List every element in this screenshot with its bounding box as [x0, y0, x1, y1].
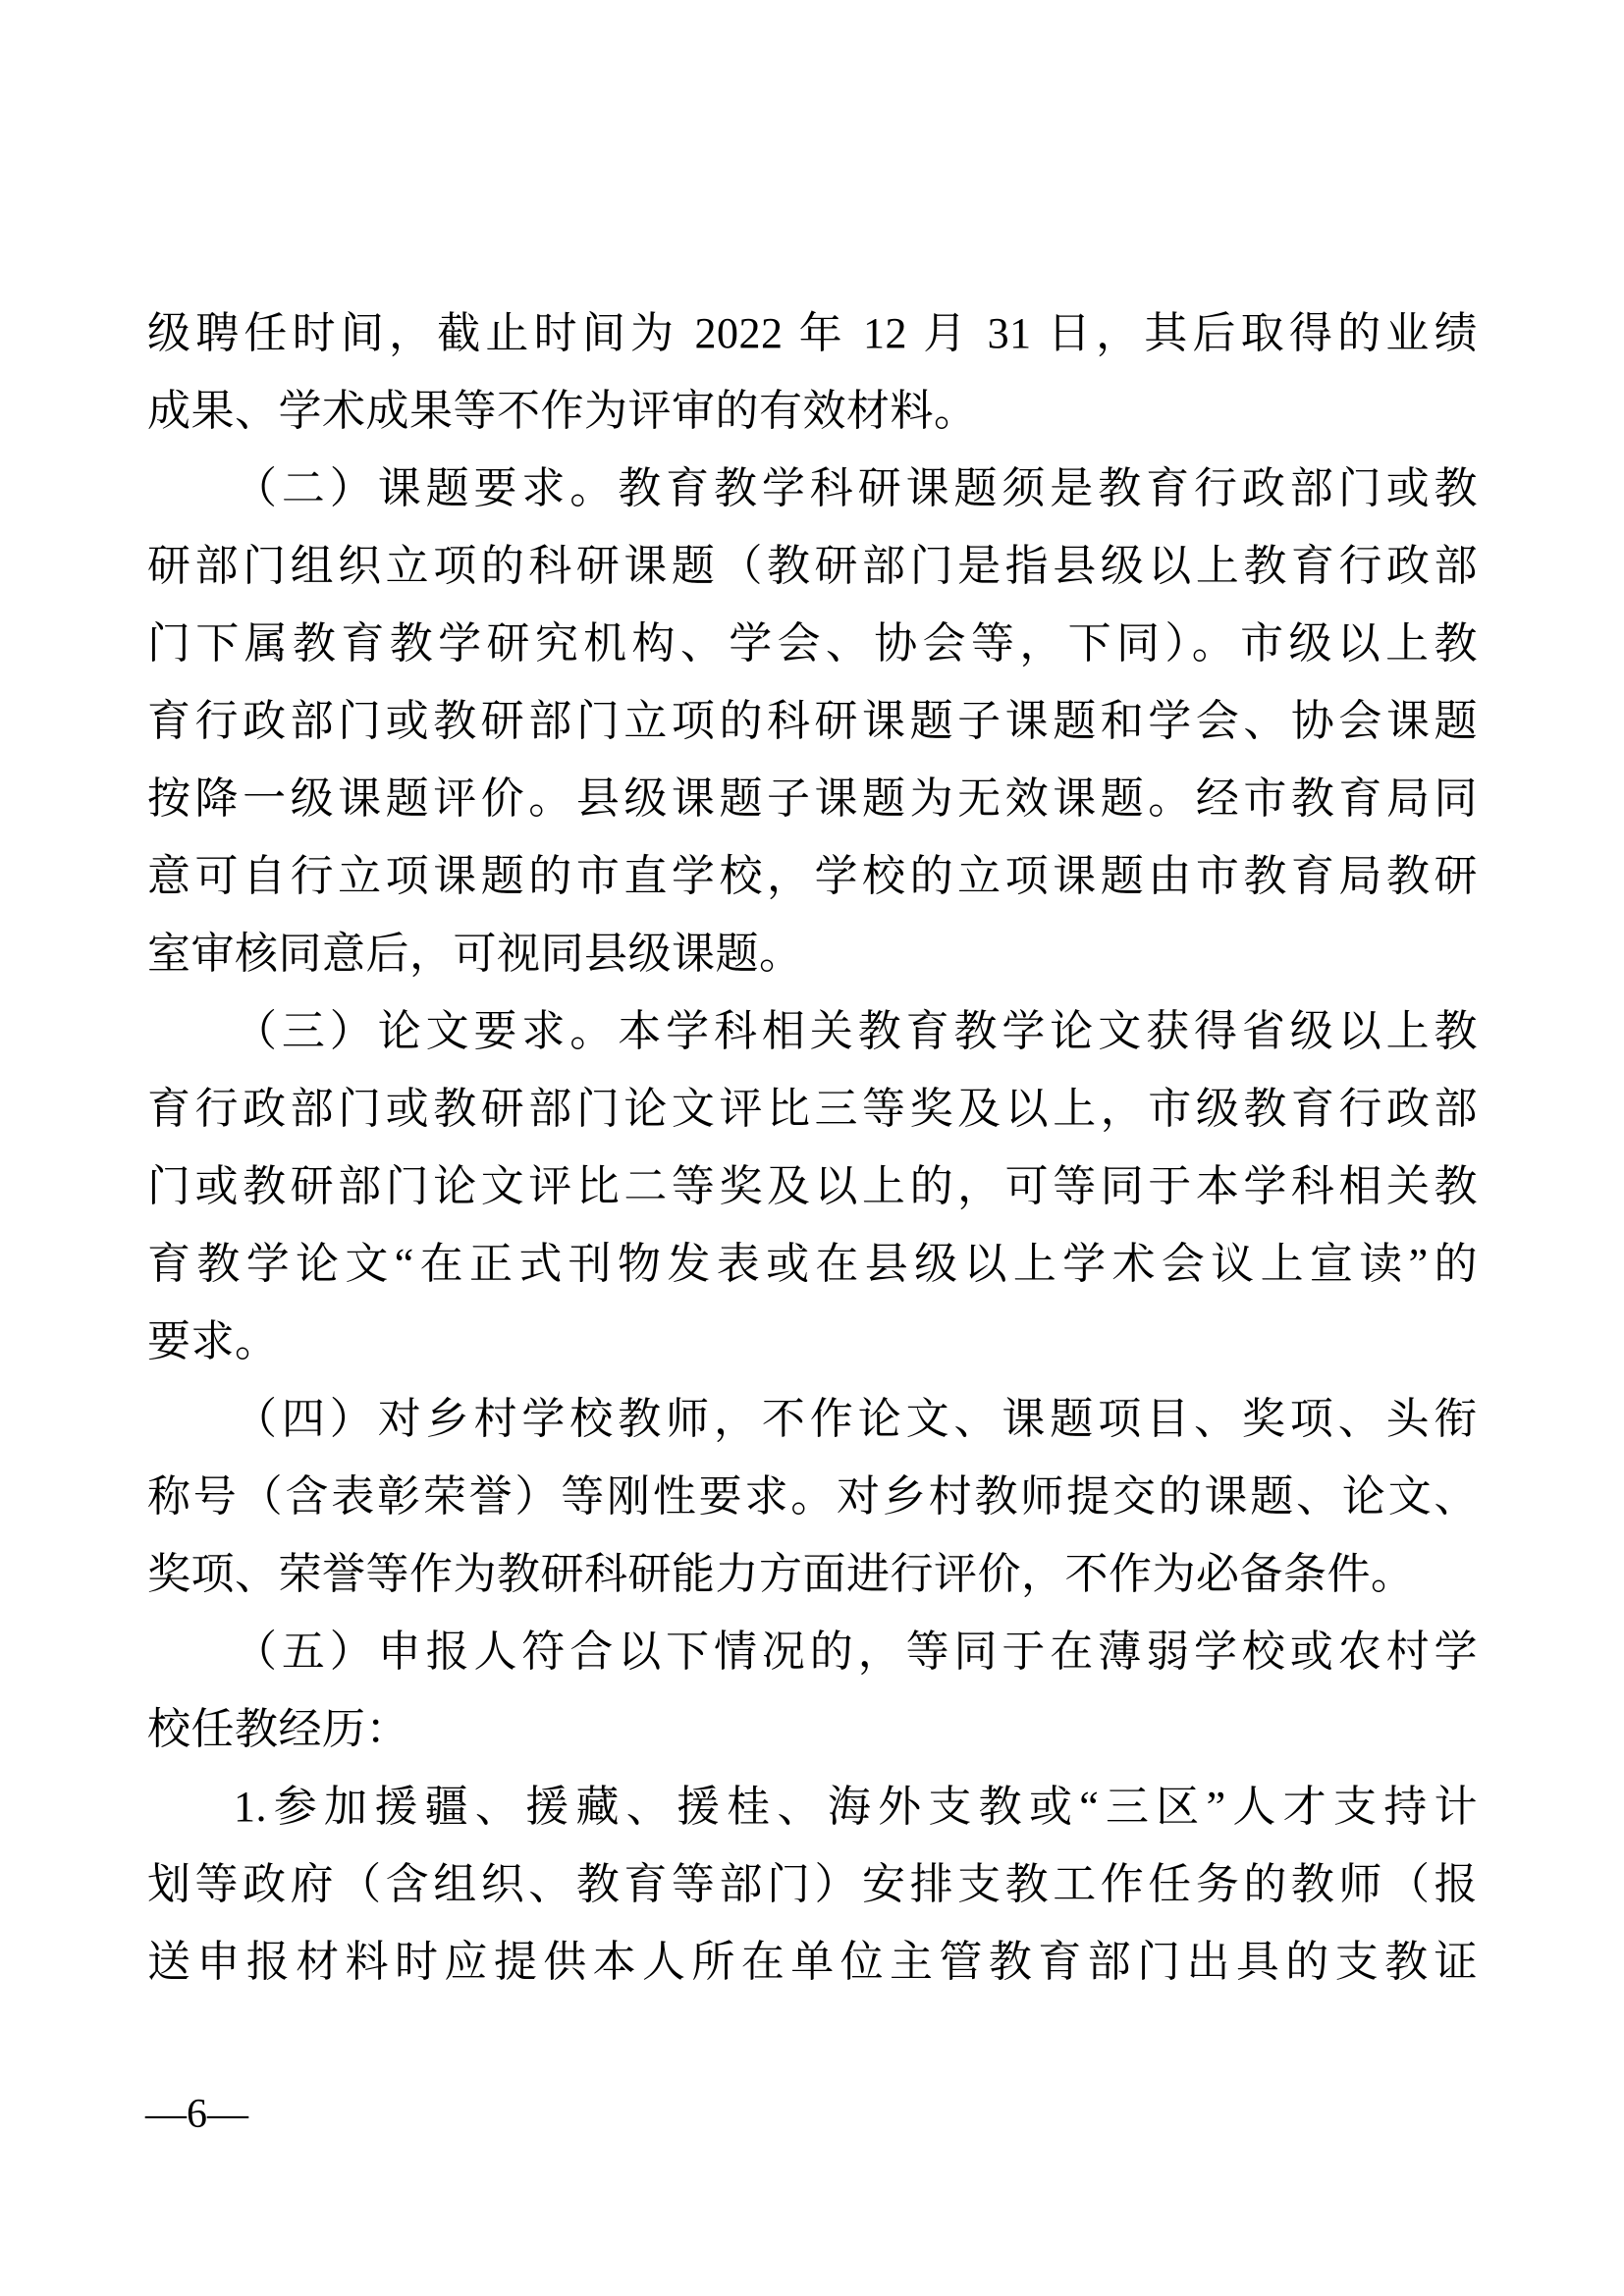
text-line: 级聘任时间，截止时间为 2022 年 12 月 31 日，其后取得的业绩 [147, 309, 1478, 357]
text-line: 要求。 [147, 1317, 279, 1365]
text-line: 奖项、荣誉等作为教研科研能力方面进行评价，不作为必备条件。 [147, 1550, 1415, 1598]
text-line: 意可自行立项课题的市直学校，学校的立项课题由市教育局教研 [147, 852, 1478, 900]
text-line: 成果、学术成果等不作为评审的有效材料。 [147, 387, 978, 435]
text-line: 育行政部门或教研部门论文评比三等奖及以上，市级教育行政部 [147, 1085, 1478, 1133]
text-line: 研部门组织立项的科研课题（教研部门是指县级以上教育行政部 [147, 542, 1478, 590]
text-line: （二）课题要求。教育教学科研课题须是教育行政部门或教 [234, 464, 1478, 512]
text-line: （四）对乡村学校教师，不作论文、课题项目、奖项、头衔 [234, 1395, 1478, 1443]
text-line: 室审核同意后，可视同县级课题。 [147, 930, 803, 978]
page-number: —6— [145, 2092, 248, 2137]
text-line: 育行政部门或教研部门立项的科研课题子课题和学会、协会课题 [147, 697, 1478, 745]
text-line: 划等政府（含组织、教育等部门）安排支教工作任务的教师（报 [147, 1860, 1478, 1908]
text-line: 1.参加援疆、援藏、援桂、海外支教或“三区”人才支持计 [234, 1783, 1478, 1831]
text-line: 送申报材料时应提供本人所在单位主管教育部门出具的支教证 [147, 1938, 1478, 1986]
text-line: 门下属教育教学研究机构、学会、协会等，下同）。市级以上教 [147, 619, 1478, 667]
text-line: 门或教研部门论文评比二等奖及以上的，可等同于本学科相关教 [147, 1162, 1478, 1210]
document-body [147, 294, 1478, 2001]
text-line: 校任教经历： [147, 1705, 409, 1753]
text-line: 育教学论文“在正式刊物发表或在县级以上学术会议上宣读”的 [147, 1240, 1478, 1288]
text-line: （五）申报人符合以下情况的，等同于在薄弱学校或农村学 [234, 1628, 1478, 1676]
text-line: 按降一级课题评价。县级课题子课题为无效课题。经市教育局同 [147, 774, 1478, 823]
text-line: 称号（含表彰荣誉）等刚性要求。对乡村教师提交的课题、论文、 [147, 1472, 1478, 1521]
text-line: （三）论文要求。本学科相关教育教学论文获得省级以上教 [234, 1007, 1478, 1055]
